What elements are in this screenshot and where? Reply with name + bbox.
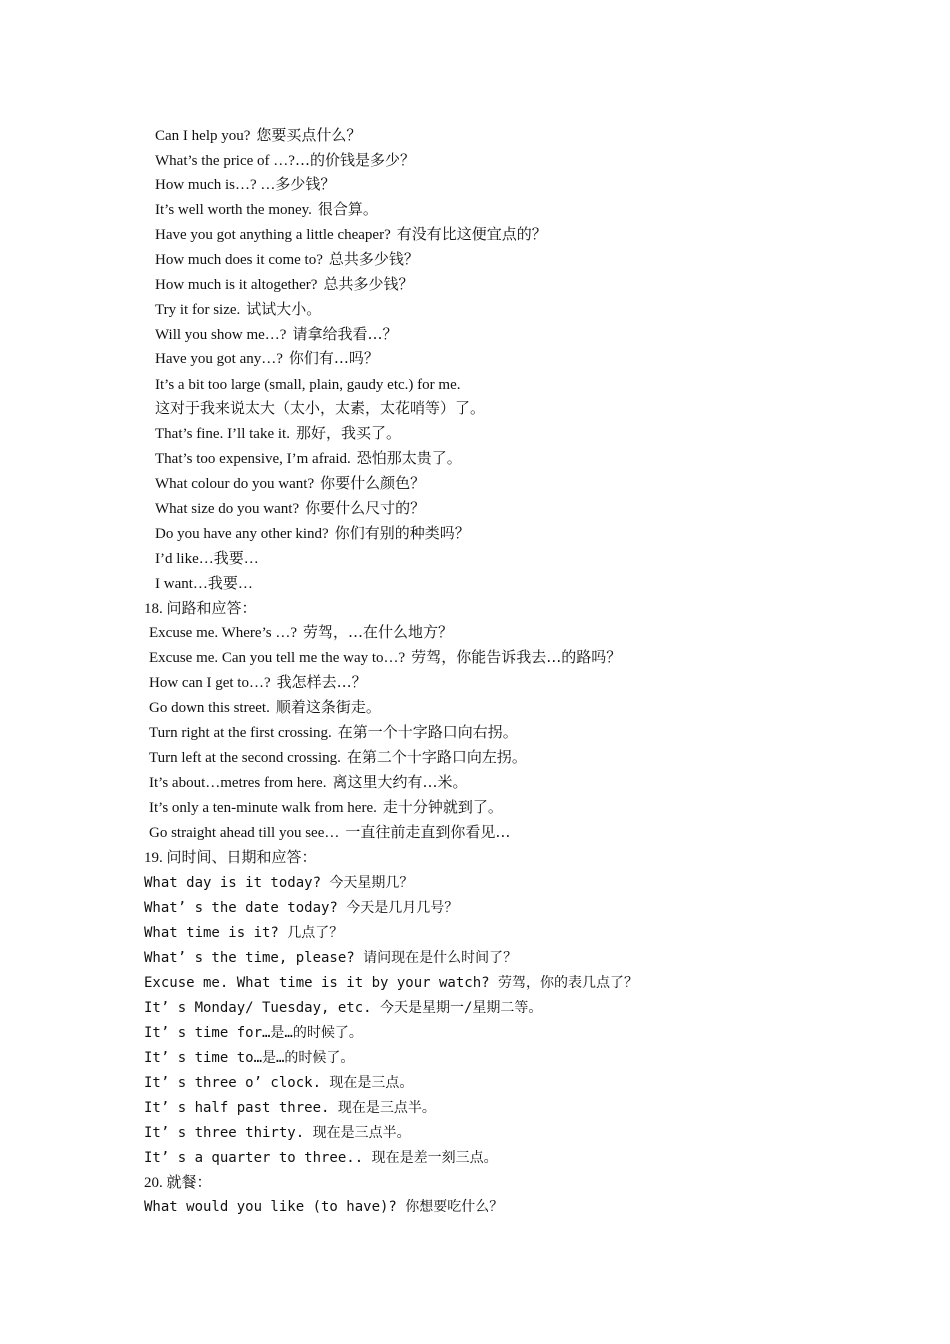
phrase-line: It’s about…metres from here. 离这里大约有…米。 <box>149 773 468 791</box>
phrase-line: Excuse me. Where’s …? 劳驾，…在什么地方？ <box>149 623 454 641</box>
phrase-line: Go down this street. 顺着这条街走。 <box>149 698 381 716</box>
section-heading: 19. 问时间、日期和应答： <box>144 850 317 866</box>
phrase-line: How much does it come to? 总共多少钱？ <box>155 250 419 268</box>
phrase-line: It’s only a ten-minute walk from here. 走十分钟就到了。 <box>149 798 503 816</box>
phrase-line: 这对于我来说太大（太小，太素，太花哨等）了。 <box>155 399 486 417</box>
phrase-line: What would you like (to have)? 你想要吃什么？ <box>144 1199 504 1215</box>
phrase-line: Have you got any…? 你们有…吗？ <box>155 349 379 367</box>
phrase-line: Turn right at the first crossing. 在第一个十字路口向右拐。 <box>149 723 518 741</box>
phrase-line: What colour do you want? 你要什么颜色？ <box>155 474 426 492</box>
phrase-line: What day is it today? 今天星期几？ <box>144 875 414 891</box>
phrase-line: What’ s the date today? 今天是几月几号？ <box>144 900 459 916</box>
phrase-line: Will you show me…? 请拿给我看…？ <box>155 325 398 343</box>
phrase-line: It’s a bit too large (small, plain, gaudy etc.) for me. <box>155 377 461 393</box>
phrase-line: What size do you want? 你要什么尺寸的？ <box>155 499 426 517</box>
phrase-line: It’ s three thirty. 现在是三点半。 <box>144 1125 411 1141</box>
phrase-line: What’ s the time, please? 请问现在是什么时间了？ <box>144 950 518 966</box>
phrase-line: I’d like…我要… <box>155 551 259 567</box>
phrase-line: Can I help you? 您要买点什么？ <box>155 126 362 144</box>
phrase-line: Do you have any other kind? 你们有别的种类吗？ <box>155 524 470 542</box>
phrase-line: Go straight ahead till you see… 一直往前走直到你看见… <box>149 823 511 841</box>
phrase-line: It’ s time to…是…的时候了。 <box>144 1050 355 1066</box>
phrase-line: How can I get to…? 我怎样去…？ <box>149 673 367 691</box>
phrase-line: It’ s time for…是…的时候了。 <box>144 1025 363 1041</box>
phrase-line: Have you got anything a little cheaper? 有没有比这便宜点的？ <box>155 225 547 243</box>
phrase-line: How much is…? …多少钱？ <box>155 177 336 193</box>
section-heading: 18. 问路和应答： <box>144 601 257 617</box>
phrase-line: How much is it altogether? 总共多少钱？ <box>155 275 414 293</box>
phrase-line: I want…我要… <box>155 576 253 592</box>
phrase-line: Try it for size. 试试大小。 <box>155 300 322 318</box>
phrase-line: It’ s three o’ clock. 现在是三点。 <box>144 1075 414 1091</box>
phrase-line: Turn left at the second crossing. 在第二个十字路口向左拐。 <box>149 748 527 766</box>
phrase-line: What time is it? 几点了？ <box>144 925 344 941</box>
phrase-line: It’s well worth the money. 很合算。 <box>155 200 378 218</box>
phrase-line: It’ s half past three. 现在是三点半。 <box>144 1100 436 1116</box>
phrase-line: That’s fine. I’ll take it. 那好，我买了。 <box>155 424 401 442</box>
phrase-line: Excuse me. What time is it by your watch? 劳驾，你的表几点了？ <box>144 975 639 991</box>
phrase-line: That’s too expensive, I’m afraid. 恐怕那太贵了。 <box>155 449 462 467</box>
phrase-line: What’s the price of …?…的价钱是多少？ <box>155 151 415 169</box>
section-heading: 20. 就餐： <box>144 1175 212 1191</box>
phrase-line: It’ s a quarter to three.. 现在是差一刻三点。 <box>144 1150 498 1166</box>
phrase-line: It’ s Monday/ Tuesday, etc. 今天是星期一/星期二等。 <box>144 1000 543 1016</box>
phrase-line: Excuse me. Can you tell me the way to…? 劳驾，你能告诉我去…的路吗？ <box>149 648 622 666</box>
